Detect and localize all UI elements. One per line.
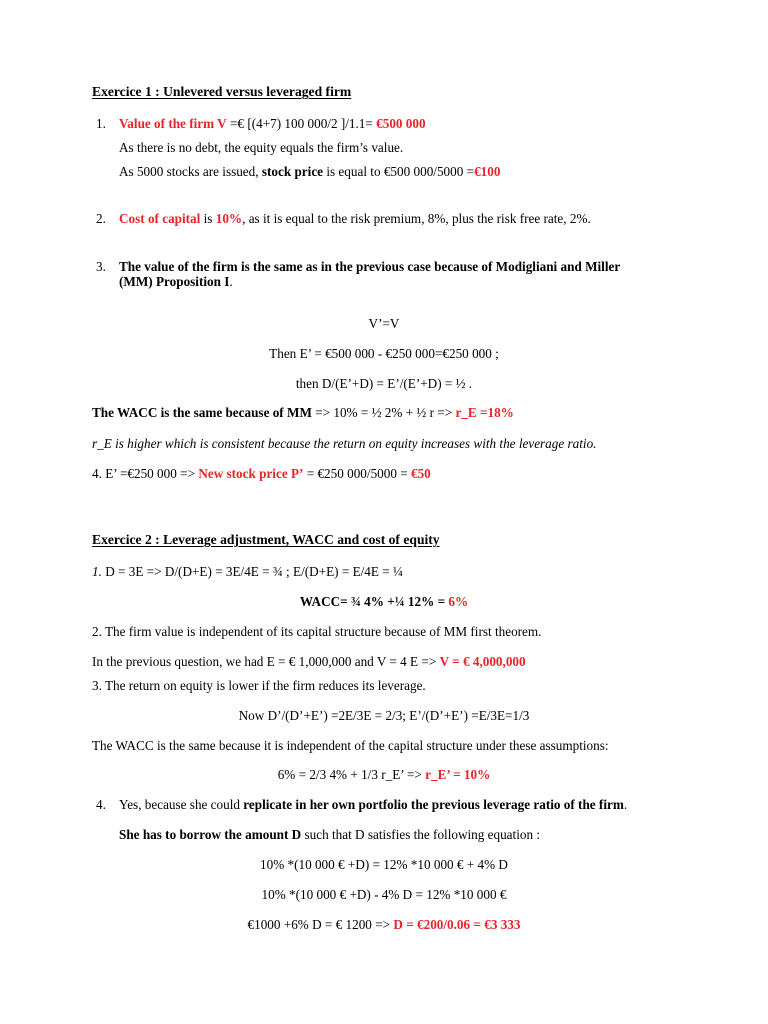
q3-line-2 [119, 274, 233, 290]
borrow-condition: such that D satisfies the following equation : [301, 827, 541, 842]
ex2-q4-line-1-end: . [623, 797, 628, 812]
cost-of-capital-mid: is [200, 211, 216, 226]
wacc-result: r_E =18% [455, 405, 514, 420]
borrow-equation-3 [0, 917, 768, 933]
q1-line-1 [119, 116, 426, 132]
cost-of-capital-value: 10% [215, 211, 243, 226]
wacc-equation-result: 6% [448, 594, 469, 609]
ex2-q4-pre: Yes, because she could [119, 797, 244, 812]
borrow-amount-result: D = €200/0.06 = €3 333 [393, 917, 521, 932]
value-of-firm-label: Value of the firm V [119, 116, 227, 131]
wacc-label: The WACC is the same because of MM [92, 405, 312, 420]
cost-of-capital-label: Cost of capital [119, 211, 201, 226]
return-on-equity-note: r_E is higher which is consistent because the return on equity increases with the leverage ratio. [92, 436, 597, 451]
wacc-equation-text: WACC= ¾ 4% +¼ 12% = [299, 594, 449, 609]
ex2-q2-line-2 [92, 654, 526, 670]
borrow-equation-3-text: €1000 +6% D = € 1200 => [247, 917, 394, 932]
stock-price-result: €100 [474, 164, 501, 179]
borrow-equation-2: 10% *(10 000 € +D) - 4% D = 12% *10 000 € [261, 887, 507, 902]
item-number-ex2-4: 4. [96, 797, 106, 812]
stock-price-label: stock price [261, 164, 324, 179]
value-of-firm-result: €500 000 [376, 116, 426, 131]
q4-line [92, 466, 431, 482]
equation-e-prime: Then E’ = €500 000 - €250 000=€250 000 ; [269, 346, 499, 361]
q1-line-3 [119, 164, 500, 180]
q3-line-2-end: . [229, 274, 233, 289]
q4-pre: 4. E’ =€250 000 => [92, 466, 199, 481]
q3-line-1: The value of the firm is the same as in the previous case because of Modigliani and Miller [119, 259, 621, 274]
ex2-q2-line-2-text: In the previous question, we had E = € 1,000,000 and V = 4 E => [92, 654, 440, 669]
new-stock-price-formula: = €250 000/5000 = [303, 466, 411, 481]
ex2-q3-line-1: 3. The return on equity is lower if the firm reduces its leverage. [92, 678, 426, 693]
borrow-statement: She has to borrow the amount D [119, 827, 302, 842]
firm-value-result: V = € 4,000,000 [439, 654, 526, 669]
borrow-equation-1: 10% *(10 000 € +D) = 12% *10 000 € + 4% D [260, 857, 508, 872]
exercise-1-title: Exercice 1 : Unlevered versus leveraged firm [92, 84, 352, 99]
exercise-2-title: Exercice 2 : Leverage adjustment, WACC and cost of equity [92, 532, 440, 547]
item-number-3: 3. [96, 259, 106, 274]
cost-of-capital-explanation: , as it is equal to the risk premium, 8%, plus the risk free rate, 2%. [242, 211, 591, 226]
roe-equation-result: r_E’ = 10% [425, 767, 491, 782]
wacc-formula: => 10% = ½ 2% + ½ r => [311, 405, 456, 420]
wacc-statement [92, 405, 514, 421]
mm-proposition: (MM) Proposition I [119, 274, 230, 289]
ex2-q1-line [92, 564, 403, 580]
new-stock-price-result: €50 [410, 466, 431, 481]
ex2-q4-line-1 [119, 797, 627, 813]
item-number-2: 2. [96, 211, 106, 226]
replicate-statement: replicate in her own portfolio the previous leverage ratio of the firm [243, 797, 624, 812]
q2-line [119, 211, 591, 227]
ex2-q3-line-2: The WACC is the same because it is independent of the capital structure under these assumptions: [92, 738, 609, 753]
value-of-firm-formula: =€ [(4+7) 100 000/2 ]/1.1= [226, 116, 377, 131]
new-stock-price-label: New stock price P’ [198, 466, 304, 481]
ex2-q4-line-2 [119, 827, 540, 843]
stock-price-pre: As 5000 stocks are issued, [119, 164, 262, 179]
return-on-equity-equation [0, 767, 768, 783]
equation-v: V’=V [368, 316, 400, 331]
q1-line-2: As there is no debt, the equity equals the firm’s value. [119, 140, 404, 155]
stock-price-formula: is equal to €500 000/5000 = [323, 164, 475, 179]
roe-equation-text: 6% = 2/3 4% + 1/3 r_E’ => [277, 767, 426, 782]
item-number-ex2-1: 1. [92, 564, 102, 579]
equation-ratio: then D/(E’+D) = E’/(E’+D) = ½ . [295, 376, 473, 391]
ex2-q2-line-1: 2. The firm value is independent of its capital structure because of MM first theorem. [92, 624, 542, 639]
new-ratio-equation: Now D’/(D’+E’) =2E/3E = 2/3; E’/(D’+E’) =E/3E=1/3 [238, 708, 530, 723]
wacc-equation [0, 594, 768, 610]
debt-equity-ratios: D = 3E => D/(D+E) = 3E/4E = ¾ ; E/(D+E) = E/4E = ¼ [101, 564, 403, 579]
item-number-1: 1. [96, 116, 106, 131]
